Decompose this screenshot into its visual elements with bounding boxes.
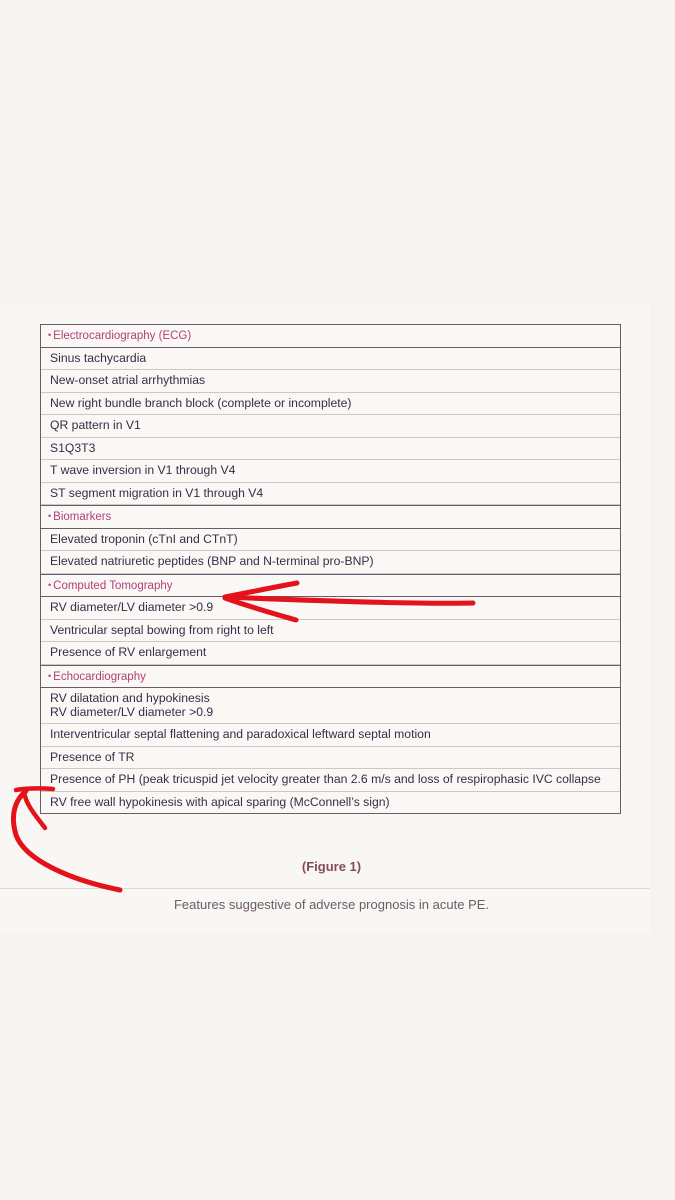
- row-text: QR pattern in V1: [50, 418, 141, 432]
- row-text: New-onset atrial arrhythmias: [50, 373, 206, 387]
- section-title: Computed Tomography: [53, 579, 173, 592]
- table-row: [41, 529, 620, 552]
- bullet-icon: •: [48, 670, 52, 681]
- table-row: [41, 438, 620, 461]
- row-text: Ventricular septal bowing from right to left: [50, 622, 274, 637]
- bullet-icon: •: [48, 511, 52, 521]
- table-row: [41, 460, 620, 483]
- figure-card: [0, 304, 650, 934]
- table-row: [41, 688, 620, 724]
- section-title: Electrocardiography (ECG): [53, 330, 192, 342]
- section-header: [41, 665, 620, 689]
- table-row: [41, 415, 620, 438]
- section-header: [41, 574, 620, 598]
- row-text: RV dilatation and hypokinesis: [50, 691, 210, 705]
- row-text: RV diameter/LV diameter >0.9: [50, 600, 214, 614]
- table-row: [41, 551, 620, 574]
- table-row: [41, 483, 620, 506]
- figure-table: [40, 324, 621, 814]
- table-row: [41, 792, 620, 814]
- table-row: [41, 370, 620, 393]
- table-row: [41, 769, 620, 792]
- bullet-icon: •: [48, 579, 52, 590]
- row-text: T wave inversion in V1 through V4: [50, 463, 236, 477]
- table-row: [41, 393, 620, 416]
- section-header: [41, 325, 620, 348]
- row-text: ST segment migration in V1 through V4: [50, 485, 264, 500]
- table-row: [41, 642, 620, 665]
- row-text: RV diameter/LV diameter >0.9: [50, 705, 214, 719]
- caption-divider: [0, 888, 650, 889]
- table-row: [41, 724, 620, 747]
- section-title: Echocardiography: [53, 670, 146, 683]
- table-row: [41, 747, 620, 770]
- row-text: Presence of PH (peak tricuspid jet velocity greater than 2.6 m/s and loss of respirophasic IVC collapse: [50, 772, 601, 786]
- row-text: RV free wall hypokinesis with apical sparing (McConnell’s sign): [50, 794, 390, 809]
- row-text: Elevated natriuretic peptides (BNP and N-terminal pro-BNP): [50, 554, 374, 568]
- row-text: Presence of TR: [50, 749, 135, 764]
- table-row: [41, 348, 620, 371]
- row-text: S1Q3T3: [50, 440, 96, 455]
- bullet-icon: •: [48, 330, 52, 340]
- row-text: Elevated troponin (cTnI and CTnT): [50, 531, 238, 546]
- section-title: Biomarkers: [53, 511, 112, 523]
- table-row: [41, 597, 620, 620]
- row-text: Sinus tachycardia: [50, 350, 147, 365]
- figure-label: (Figure 1): [301, 859, 362, 874]
- section-header: [41, 505, 620, 529]
- figure-caption: Features suggestive of adverse prognosis in acute PE.: [173, 897, 490, 912]
- row-text: Interventricular septal flattening and paradoxical leftward septal motion: [50, 727, 431, 741]
- row-text: New right bundle branch block (complete or incomplete): [50, 395, 352, 410]
- table-row: [41, 620, 620, 643]
- row-text: Presence of RV enlargement: [50, 645, 207, 659]
